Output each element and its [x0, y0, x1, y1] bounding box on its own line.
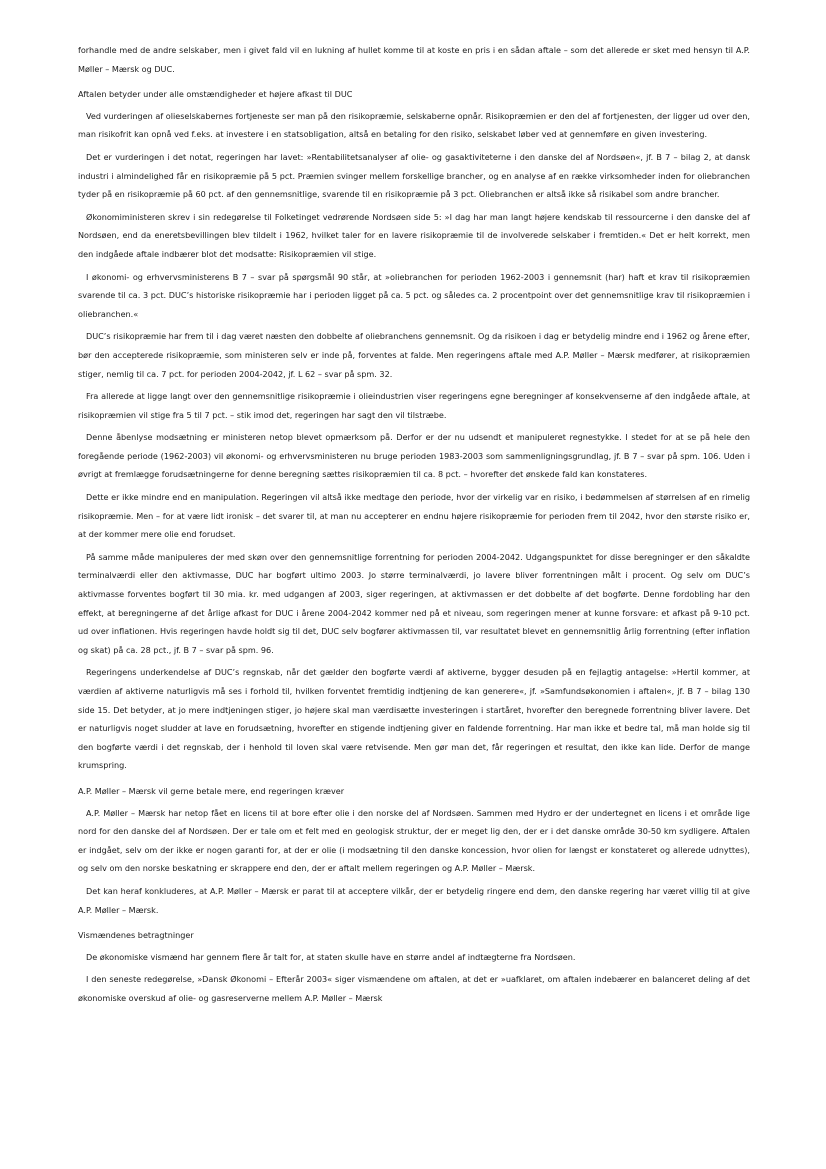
paragraph: I den seneste redegørelse, »Dansk Økonomi – Efterår 2003« siger vismændene om aftalen, at det er »uafklaret, om aftalen indebærer en balanceret deling af det økonomiske overskud af olie- og gasreserverne mellem A.P. Møller – Mærsk: [78, 974, 750, 1003]
paragraph: Denne åbenlyse modsætning er ministeren netop blevet opmærksom på. Derfor er der nu udsendt et manipuleret regnestykke. I stedet for at se på hele den foregående periode (1962-2003) vil økonomi- og erhvervsministeren nu bruge perioden 1983-2003 som sammenligningsgrundlag, jf. B 7 – svar på spm. 106. Uden i øvrigt at fremlægge forudsætningerne for denne beregning sættes risikopræmien til ca. 8 pct. – hvorefter det ønskede fald kan konstateres.: [78, 432, 750, 480]
document-page: [78, 41, 750, 1012]
paragraph: Fra allerede at ligge langt over den gennemsnitlige risikopræmie i olieindustrien viser regeringens egne beregninger af konsekvenserne af den indgåede aftale, at risikopræmien vil stige fra 5 til 7 pct. – stik imod det, regeringen har sagt den vil tilstræbe.: [78, 391, 750, 420]
paragraph: forhandle med de andre selskaber, men i givet fald vil en lukning af hullet komme til at koste en pris i en sådan aftale – som det allerede er sket med hensyn til A.P. Møller – Mærsk og DUC.: [78, 45, 750, 74]
paragraph: På samme måde manipuleres der med skøn over den gennemsnitlige forrentning for perioden 2004-2042. Udgangspunktet for disse beregninger er den såkaldte terminalværdi eller den aktivmasse, DUC har bogført ultimo 2003. Jo større terminalværdi, jo lavere bliver forrentningen målt i procent. Og selv om DUC’s aktivmasse forventes bogført til 30 mia. kr. med udgangen af 2003, siger regeringen, at aktivmassen er det dobbelte af det bogførte. Denne fordobling har den effekt, at beregningerne af det årlige afkast for DUC i årene 2004-2042 kommer ned på et niveau, som regeringen mener at kunne forsvare: et afkast på 9-10 pct. ud over inflationen. Hvis regeringen havde holdt sig til det, DUC selv bogfører aktivmassen til, var resultatet blevet en gennemsnitlig årlig forrentning (efter inflation og skat) på ca. 28 pct., jf. B 7 – svar på spm. 96.: [78, 551, 750, 655]
paragraph: Dette er ikke mindre end en manipulation. Regeringen vil altså ikke medtage den periode, hvor der virkelig var en risiko, i bedømmelsen af størrelsen af en rimelig risikopræmie. Men – for at være lidt ironisk – det svarer til, at man nu accepterer en endnu højere risikopræmie for perioden frem til 2042, hvor den største risiko er, at der kommer mere olie end forudset.: [78, 492, 750, 540]
paragraph: Det kan heraf konkluderes, at A.P. Møller – Mærsk er parat til at acceptere vilkår, der er betydelig ringere end dem, den danske regering har været villig til at give A.P. Møller – Mærsk.: [78, 885, 750, 915]
section-heading: Aftalen betyder under alle omstændigheder et højere afkast til DUC: [78, 89, 353, 100]
paragraph: De økonomiske vismænd har gennem flere år talt for, at staten skulle have en større andel af indtægterne fra Nordsøen.: [86, 951, 576, 962]
paragraph: Ved vurderingen af olieselskabernes fortjeneste ser man på den risikopræmie, selskaberne opnår. Risikopræmien er den del af fortjenesten, der ligger ud over den, man risikofrit kan opnå ved f.eks. at investere i en statsobligation, altså en betaling for den risiko, selskabet løber ved at gennemføre en given investering.: [78, 110, 750, 140]
paragraph: DUC’s risikopræmie har frem til i dag været næsten den dobbelte af oliebranchens gennemsnit. Og da risikoen i dag er betydelig mindre end i 1962 og årene efter, bør den accepterede risikopræmie, som ministeren selv er inde på, forventes at falde. Men regeringens aftale med A.P. Møller – Mærsk medfører, at risikopræmien stiger, nemlig til ca. 7 pct. for perioden 2004-2042, jf. L 62 – svar på spm. 32.: [78, 331, 750, 379]
paragraph: Økonomiministeren skrev i sin redegørelse til Folketinget vedrørende Nordsøen side 5: »I dag har man langt højere kendskab til ressourcerne i den danske del af Nordsøen, end da eneretsbevillingen blev tildelt i 1962, hvilket taler for en lavere risikopræmie til de involverede selskaber i fremtiden.« Det er helt korrekt, men den indgåede aftale indbærer blot det modsatte: Risikopræmien vil stige.: [78, 211, 750, 259]
paragraph: I økonomi- og erhvervsministerens B 7 – svar på spørgsmål 90 står, at »oliebranchen for perioden 1962-2003 i gennemsnit (har) haft et krav til risikopræmien svarende til ca. 3 pct. DUC’s historiske risikopræmie har i perioden ligget på ca. 5 pct. og således ca. 2 procentpoint over det gennemsnitlige krav til risikopræmien i oliebranchen.«: [78, 271, 750, 319]
paragraph: Det er vurderingen i det notat, regeringen har lavet: »Rentabilitetsanalyser af olie- og gasaktiviteterne i den danske del af Nordsøen«, jf. B 7 – bilag 2, at dansk industri i almindelighed får en risikopræmie på 5 pct. Præmien svinger mellem forskellige brancher, og en analyse af en række virksomheder inden for oliebranchen tyder på en risikopræmie på 60 pct. af den gennemsnitlige, svarende til en risikopræmie på 3 pct. Oliebranchen er altså ikke så risikabel som andre brancher.: [78, 151, 750, 200]
paragraph: A.P. Møller – Mærsk har netop fået en licens til at bore efter olie i den norske del af Nordsøen. Sammen med Hydro er der undertegnet en licens i et område lige nord for den danske del af Nordsøen. Der er tale om et felt med en geologisk struktur, der er meget lig den, der er i det danske område 30-50 km sydligere. Aftalen er indgået, selv om der ikke er nogen garanti for, at der er olie (i modsætning til den danske koncession, hvor olien for længst er konstateret og allerede udnyttes), og selv om den norske beskatning er skrappere end den, der er aftalt mellem regeringen og A.P. Møller – Mærsk.: [78, 807, 750, 874]
paragraph: Regeringens underkendelse af DUC’s regnskab, når det gælder den bogførte værdi af aktiverne, bygger desuden på en fejlagtig antagelse: »Hertil kommer, at værdien af aktiverne naturligvis må ses i forhold til, hvilken forventet fremtidig indtjening de kan generere«, jf. »Samfundsøkonomien i aftalen«, jf. B 7 – bilag 130 side 15. Det betyder, at jo mere indtjeningen stiger, jo højere skal man værdisætte investeringen i startåret, hvorefter den beregnede forrentning bliver lavere. Det er naturligvis noget sludder at lave en forudsætning, hvorefter en stigende indtjening giver en faldende forrentning. Har man ikke et bedre tal, må man holde sig til den bogførte værdi i det regnskab, der i henhold til loven skal være retvisende. Men gør man det, får regeringen et resultat, den ikke kan lide. Derfor de mange krumspring.: [78, 667, 750, 771]
section-heading: A.P. Møller – Mærsk vil gerne betale mere, end regeringen kræver: [78, 785, 345, 796]
section-heading: Vismændenes betragtninger: [78, 930, 194, 941]
